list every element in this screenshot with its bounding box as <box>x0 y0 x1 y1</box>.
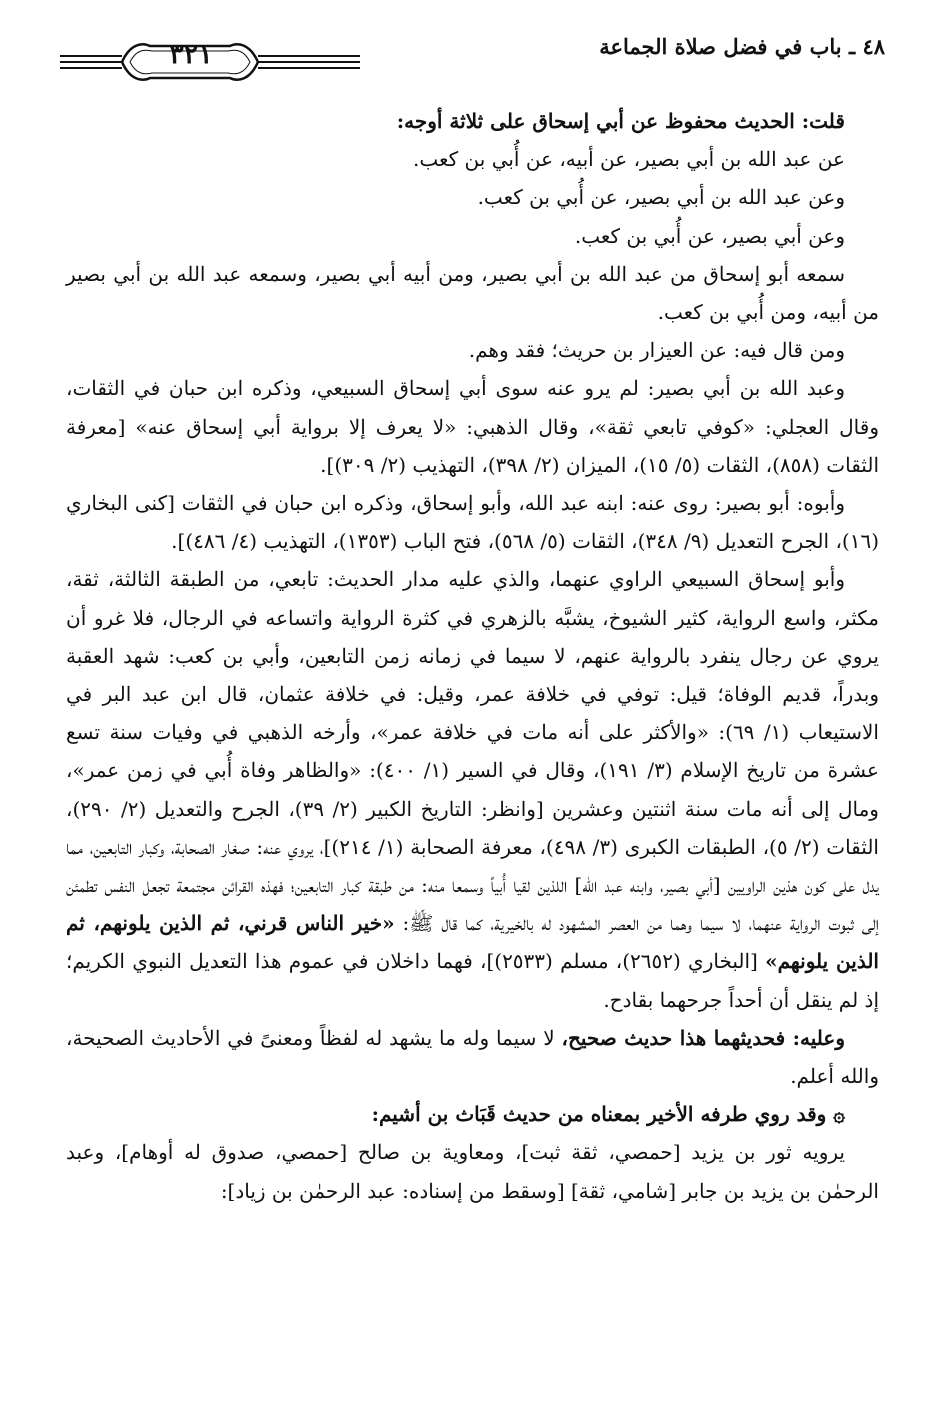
chapter-title: ٤٨ ـ باب في فضل صلاة الجماعة <box>599 34 885 59</box>
paragraph-7: وعبد الله بن أبي بصير: لم يرو عنه سوى أبي إسحاق السبيعي، وذكره ابن حبان في الثقات، وقال العجلي: «كوفي تابعي ثقة»، وقال الذهبي: «لا يعرف إلا برواية أبي إسحاق عنه» [معرفة الثقات (٨٥٨)، الثقات (٥/ ١٥)، الميزان (٢/ ٣٩٨)، التهذيب (٢/ ٣٠٩)]. <box>66 376 879 477</box>
page-number-ornament <box>60 36 360 88</box>
paragraph-12: يرويه ثور بن يزيد [حمصي، ثقة ثبت]، ومعاوية بن صالح [حمصي، صدوق له أوهام]، وعبد الرحمٰن بن يزيد بن جابر [شامي، ثقة] [وسقط من إسناده: عبد الرحمٰن بن زياد]: <box>66 1140 879 1203</box>
conclusion-rest: لا سيما وله ما يشهد له لفظاً ومعنىً في الأحاديث الصحيحة، والله أعلم. <box>66 1025 879 1089</box>
paragraph-4: وعن أبي بصير، عن أُبي بن كعب. <box>574 223 845 248</box>
page-header <box>60 26 885 96</box>
paragraph-1: قلت: الحديث محفوظ عن أبي إسحاق على ثلاثة أوجه: <box>396 109 845 133</box>
paragraph-10 <box>66 1019 879 1095</box>
page-body <box>66 102 879 1210</box>
hadith-quote: «خير الناس قرني، ثم الذين يلونهم، ثم الذين يلونهم» <box>66 911 879 974</box>
paragraph-9-citation: [البخاري (٢٦٥٢)، مسلم (٢٥٣٣)]، فهما داخلان في عموم هذا التعديل النبوي الكريم؛ إذ لم ينقل أن أحداً جرحهما بقادح. <box>66 949 879 1012</box>
paragraph-8: وأبوه: أبو بصير: روى عنه: ابنه عبد الله، وأبو إسحاق، وذكره ابن حبان في الثقات [كنى البخاري (١٦)، الجرح التعديل (٩/ ٣٤٨)، الثقات (٥/ ٥٦٨)، فتح الباب (١٣٥٣)، التهذيب (٤/ ٤٨٦)]. <box>66 491 879 554</box>
paragraph-6: ومن قال فيه: عن العيزار بن حريث؛ فقد وهم. <box>468 338 845 363</box>
paragraph-3: وعن عبد الله بن أبي بصير، عن أُبي بن كعب. <box>477 185 845 210</box>
paragraph-5: سمعه أبو إسحاق من عبد الله بن أبي بصير، ومن أبيه أبي بصير، وسمعه عبد الله بن أبي بصير من أبيه، ومن أُبي بن كعب. <box>66 261 879 325</box>
paragraph-11: ۞ وقد روي طرفه الأخير بمعناه من حديث قَبَاث بن أشيم: <box>371 1102 845 1127</box>
paragraph-2: عن عبد الله بن أبي بصير، عن أبيه، عن أُبي بن كعب. <box>413 147 845 172</box>
paragraph-9 <box>66 560 879 1018</box>
conclusion-bold: وعليه: فحديثهما هذا حديث صحيح، <box>561 1025 845 1050</box>
page-number: ٣٢١ <box>169 39 213 70</box>
paragraph-9-text: وأبو إسحاق السبيعي الراوي عنهما، والذي عليه مدار الحديث: تابعي، من الطبقة الثالثة، ثقة، مكثر، واسع الرواية، كثير الشيوخ، يشبَّه بالزهري في كثرة الرواية واتساعه في الرجال، فلا غرو أن يروي عن رجال ينفرد بالرواية عنهم، لا سيما في زمانه زمن التابعين، وأبي بن كعب: شهد العقبة وبدراً، قديم الوفاة؛ قيل: توفي في خلافة عمر، وقيل: في خلافة عثمان، قال ابن عبد البر في الاستيعاب (١/ ٦٩): «والأكثر على أنه مات في خلافة عمر»، وأرخه الذهبي في وفيات سنة تسع عشرة من تاريخ الإسلام (٣/ ١٩١)، وقال في السير (١/ ٤٠٠): «والظاهر وفاة أُبي في زمن عمر»، ومال إلى أنه مات سنة اثنتين وعشرين [وانظر: التاريخ الكبير (٢/ ٣٩)، الجرح والتعديل (٢/ ٢٩٠)، الثقات (٢/ ٥)، الطبقات الكبرى (٣/ ٤٩٨)، معرفة الصحابة (١/ ٢١٤)]، يروي عنه: صغار الصحابة، وكبار التابعين، مما يدل على كون هذين الراويين [أبي بصير، وابنه عبد الله] اللذين لقيا أُبياً وسمعا منه: من طبقة كبار التابعين؛ فهذه القرائن مجتمعة تجعل النفس تطمئن إلى ثبوت الرواية عنهما، لا سيما وهما من العصر المشهود له بالخيرية، كما قال ﷺ: <box>66 567 880 936</box>
